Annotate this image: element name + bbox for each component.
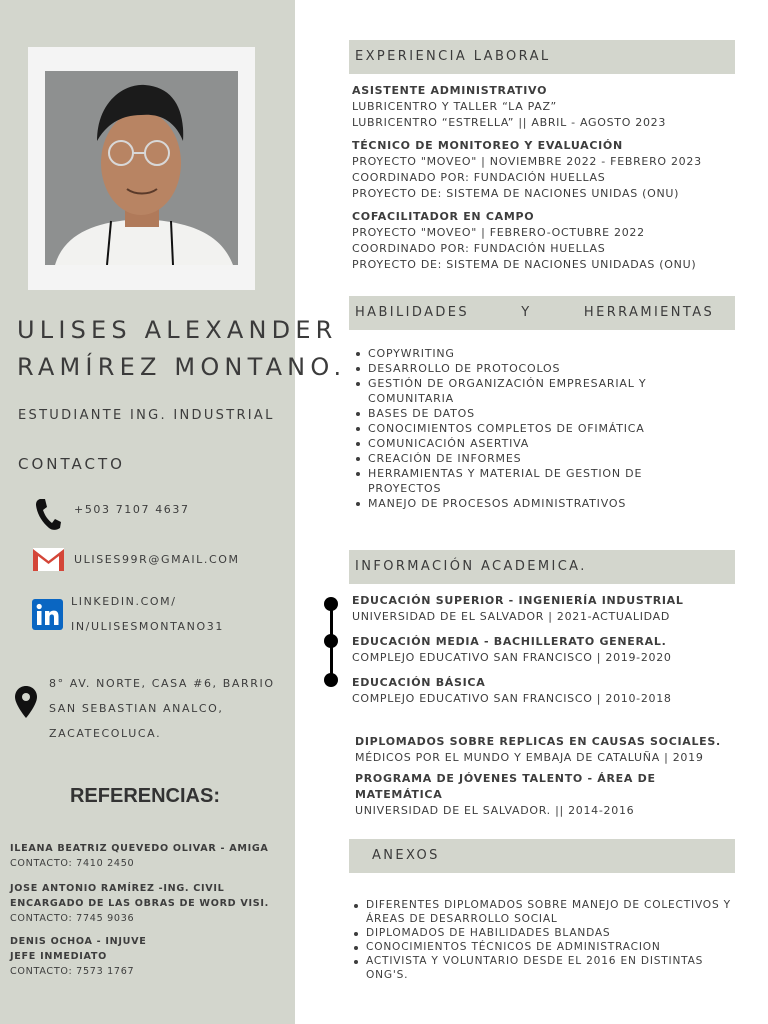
- address-line-2: SAN SEBASTIAN ANALCO,: [49, 702, 224, 715]
- reference-item: [10, 934, 292, 979]
- job-entry: [352, 83, 742, 131]
- job-detail: LUBRICENTRO Y TALLER “LA PAZ”: [352, 100, 557, 113]
- annexes-list: [352, 898, 732, 982]
- gmail-icon: [33, 548, 64, 575]
- education-title: INFORMACIÓN ACADEMICA.: [355, 559, 587, 574]
- reference-name: ILEANA BEATRIZ QUEVEDO OLIVAR - AMIGA: [10, 843, 269, 854]
- contact-heading: CONTACTO: [18, 455, 125, 473]
- linkedin-icon: [32, 599, 63, 634]
- name-line-2: RAMÍREZ MONTANO.: [17, 353, 347, 381]
- profile-photo: [45, 71, 238, 265]
- education-entry: [352, 675, 742, 707]
- skill-item: HERRAMIENTAS Y MATERIAL DE GESTION DE PROYECTOS: [354, 466, 674, 496]
- email-address[interactable]: ULISES99R@GMAIL.COM: [74, 553, 240, 566]
- full-name: [17, 312, 346, 386]
- job-entry: [352, 138, 742, 202]
- linkedin-url[interactable]: [71, 589, 224, 639]
- skill-item: COPYWRITING: [354, 346, 674, 361]
- job-entry: [352, 209, 742, 273]
- job-detail: PROYECTO DE: SISTEMA DE NACIONES UNIDAS (ONU): [352, 187, 680, 200]
- reference-contact: CONTACTO: 7745 9036: [10, 913, 135, 924]
- timeline-dot: [324, 634, 338, 648]
- address-line-1: 8° AV. NORTE, CASA #6, BARRIO: [49, 677, 275, 690]
- reference-contact: CONTACTO: 7573 1767: [10, 966, 135, 977]
- education-detail: COMPLEJO EDUCATIVO SAN FRANCISCO | 2010-2018: [352, 692, 672, 705]
- diploma-title: PROGRAMA DE JÓVENES TALENTO - ÁREA DE MATEMÁTICA: [355, 772, 656, 801]
- education-title: EDUCACIÓN SUPERIOR - INGENIERÍA INDUSTRIAL: [352, 594, 684, 607]
- experience-header: [349, 40, 735, 74]
- job-subtitle: ESTUDIANTE ING. INDUSTRIAL: [18, 408, 275, 423]
- education-entry: [352, 593, 742, 625]
- reference-name: DENIS OCHOA - INJUVE: [10, 936, 147, 947]
- annexes-title: ANEXOS: [372, 848, 440, 863]
- job-title: ASISTENTE ADMINISTRATIVO: [352, 84, 548, 97]
- diploma-entry: [355, 734, 745, 766]
- annex-item: DIPLOMADOS DE HABILIDADES BLANDAS: [352, 926, 732, 940]
- skill-item: DESARROLLO DE PROTOCOLOS: [354, 361, 674, 376]
- job-detail: COORDINADO POR: FUNDACIÓN HUELLAS: [352, 242, 606, 255]
- sidebar: [0, 0, 347, 1024]
- annex-item: ACTIVISTA Y VOLUNTARIO DESDE EL 2016 EN DISTINTAS ONG'S.: [352, 954, 732, 982]
- linkedin-url-line-2: IN/ULISESMONTANO31: [71, 620, 224, 633]
- skill-item: CREACIÓN DE INFORMES: [354, 451, 674, 466]
- reference-role: JEFE INMEDIATO: [10, 951, 107, 962]
- job-detail: COORDINADO POR: FUNDACIÓN HUELLAS: [352, 171, 606, 184]
- skill-item: COMUNICACIÓN ASERTIVA: [354, 436, 674, 451]
- reference-contact: CONTACTO: 7410 2450: [10, 858, 135, 869]
- reference-name: JOSE ANTONIO RAMÍREZ -ING. CIVIL: [10, 883, 225, 894]
- address-line-3: ZACATECOLUCA.: [49, 727, 162, 740]
- references-heading: REFERENCIAS:: [69, 785, 220, 807]
- phone-icon: [35, 497, 61, 535]
- photo-frame: [28, 47, 255, 290]
- skill-item: GESTIÓN DE ORGANIZACIÓN EMPRESARIAL Y COMUNITARIA: [354, 376, 674, 406]
- location-pin-icon: [15, 686, 37, 722]
- job-title: TÉCNICO DE MONITOREO Y EVALUACIÓN: [352, 139, 623, 152]
- linkedin-url-line-1: LINKEDIN.COM/: [71, 595, 177, 608]
- reference-item: [10, 881, 292, 926]
- timeline-dot: [324, 673, 338, 687]
- job-detail: LUBRICENTRO “ESTRELLA” || ABRIL - AGOSTO 2023: [352, 116, 667, 129]
- education-header: [349, 550, 735, 584]
- annex-item: DIFERENTES DIPLOMADOS SOBRE MANEJO DE COLECTIVOS Y ÁREAS DE DESARROLLO SOCIAL: [352, 898, 732, 926]
- skill-item: MANEJO DE PROCESOS ADMINISTRATIVOS: [354, 496, 674, 511]
- skills-list: [354, 346, 674, 511]
- job-detail: PROYECTO "MOVEO" | FEBRERO-OCTUBRE 2022: [352, 226, 645, 239]
- timeline-dot: [324, 597, 338, 611]
- name-line-1: ULISES ALEXANDER: [17, 316, 338, 344]
- education-title: EDUCACIÓN MEDIA - BACHILLERATO GENERAL.: [352, 635, 667, 648]
- diploma-entry: [355, 771, 745, 819]
- skill-item: BASES DE DATOS: [354, 406, 674, 421]
- job-detail: PROYECTO "MOVEO" | NOVIEMBRE 2022 - FEBRERO 2023: [352, 155, 702, 168]
- job-title: COFACILITADOR EN CAMPO: [352, 210, 535, 223]
- experience-title: EXPERIENCIA LABORAL: [355, 49, 551, 64]
- address: [49, 671, 275, 746]
- reference-item: [10, 841, 292, 871]
- annex-item: CONOCIMIENTOS TÉCNICOS DE ADMINISTRACION: [352, 940, 732, 954]
- phone-number[interactable]: +503 7107 4637: [74, 503, 190, 516]
- reference-role: ENCARGADO DE LAS OBRAS DE WORD VISI.: [10, 898, 269, 909]
- education-entry: [352, 634, 742, 666]
- diploma-detail: UNIVERSIDAD DE EL SALVADOR. || 2014-2016: [355, 804, 635, 817]
- education-detail: COMPLEJO EDUCATIVO SAN FRANCISCO | 2019-2020: [352, 651, 672, 664]
- diploma-detail: MÉDICOS POR EL MUNDO Y EMBAJA DE CATALUÑA | 2019: [355, 751, 704, 764]
- diploma-title: DIPLOMADOS SOBRE REPLICAS EN CAUSAS SOCIALES.: [355, 735, 721, 748]
- annexes-header: [349, 839, 735, 873]
- education-title: EDUCACIÓN BÁSICA: [352, 676, 486, 689]
- education-detail: UNIVERSIDAD DE EL SALVADOR | 2021-ACTUALIDAD: [352, 610, 671, 623]
- job-detail: PROYECTO DE: SISTEMA DE NACIONES UNIDADAS (ONU): [352, 258, 697, 271]
- skills-title: HABILIDADES Y HERRAMIENTAS: [355, 305, 715, 320]
- skill-item: CONOCIMIENTOS COMPLETOS DE OFIMÁTICA: [354, 421, 674, 436]
- skills-header: [349, 296, 735, 330]
